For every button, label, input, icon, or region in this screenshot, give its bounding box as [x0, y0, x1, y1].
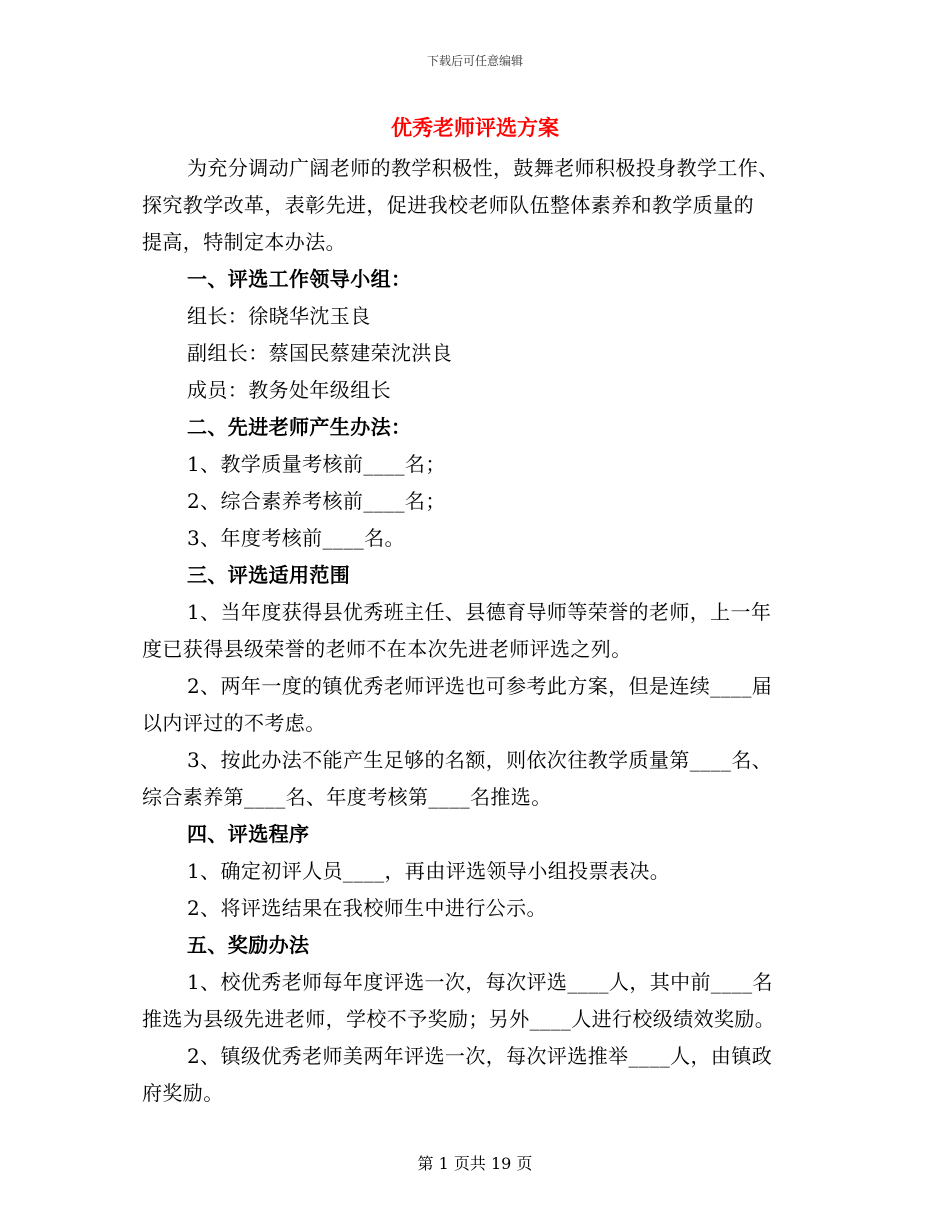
rewards-line: 推选为县级先进老师，学校不予奖励；另外____人进行校级绩效奖励。 — [142, 1007, 776, 1031]
selection-method-line: 2、综合素养考核前____名； — [187, 489, 446, 513]
scope-line: 1、当年度获得县优秀班主任、县德育导师等荣誉的老师，上一年 — [187, 600, 772, 624]
section-heading-scope: 三、评选适用范围 — [187, 563, 351, 587]
procedure-line: 1、确定初评人员____，再由评选领导小组投票表决。 — [187, 859, 671, 883]
section-heading-selection-method: 二、先进老师产生办法： — [187, 415, 412, 439]
scope-line: 3、按此办法不能产生足够的名额，则依次往教学质量第____名、 — [187, 748, 773, 772]
document-body — [142, 150, 812, 1112]
page-footer: 第 1 页共 19 页 — [417, 1154, 533, 1173]
section-heading-leadership: 一、评选工作领导小组： — [187, 267, 412, 291]
scope-line: 综合素养第____名、年度考核第____名推选。 — [142, 785, 552, 809]
scope-line: 以内评过的不考虑。 — [142, 711, 326, 735]
section-heading-rewards: 五、奖励办法 — [187, 933, 310, 957]
leadership-line: 副组长：蔡国民蔡建荣沈洪良 — [187, 341, 453, 365]
document-title: 优秀老师评选方案 — [391, 116, 559, 140]
scope-line: 度已获得县级荣誉的老师不在本次先进老师评选之列。 — [142, 637, 632, 661]
intro-line: 为充分调动广阔老师的教学积极性，鼓舞老师积极投身教学工作、 — [187, 156, 779, 180]
procedure-line: 2、将评选结果在我校师生中进行公示。 — [187, 896, 547, 920]
selection-method-line: 1、教学质量考核前____名； — [187, 452, 446, 476]
rewards-line: 2、镇级优秀老师美两年评选一次，每次评选推举____人，由镇政 — [187, 1044, 773, 1068]
leadership-line: 组长：徐晓华沈玉良 — [187, 304, 371, 328]
leadership-line: 成员：教务处年级组长 — [187, 378, 391, 402]
page-header-note: 下载后可任意编辑 — [426, 54, 523, 68]
intro-line: 提高，特制定本办法。 — [142, 230, 346, 254]
section-heading-procedure: 四、评选程序 — [187, 822, 310, 846]
rewards-line: 府奖励。 — [142, 1081, 224, 1105]
selection-method-line: 3、年度考核前____名。 — [187, 526, 405, 550]
rewards-line: 1、校优秀老师每年度评选一次，每次评选____人，其中前____名 — [187, 970, 773, 994]
intro-line: 探究教学改革，表彰先进，促进我校老师队伍整体素养和教学质量的 — [142, 193, 754, 217]
scope-line: 2、两年一度的镇优秀老师评选也可参考此方案，但是连续____届 — [187, 674, 773, 698]
